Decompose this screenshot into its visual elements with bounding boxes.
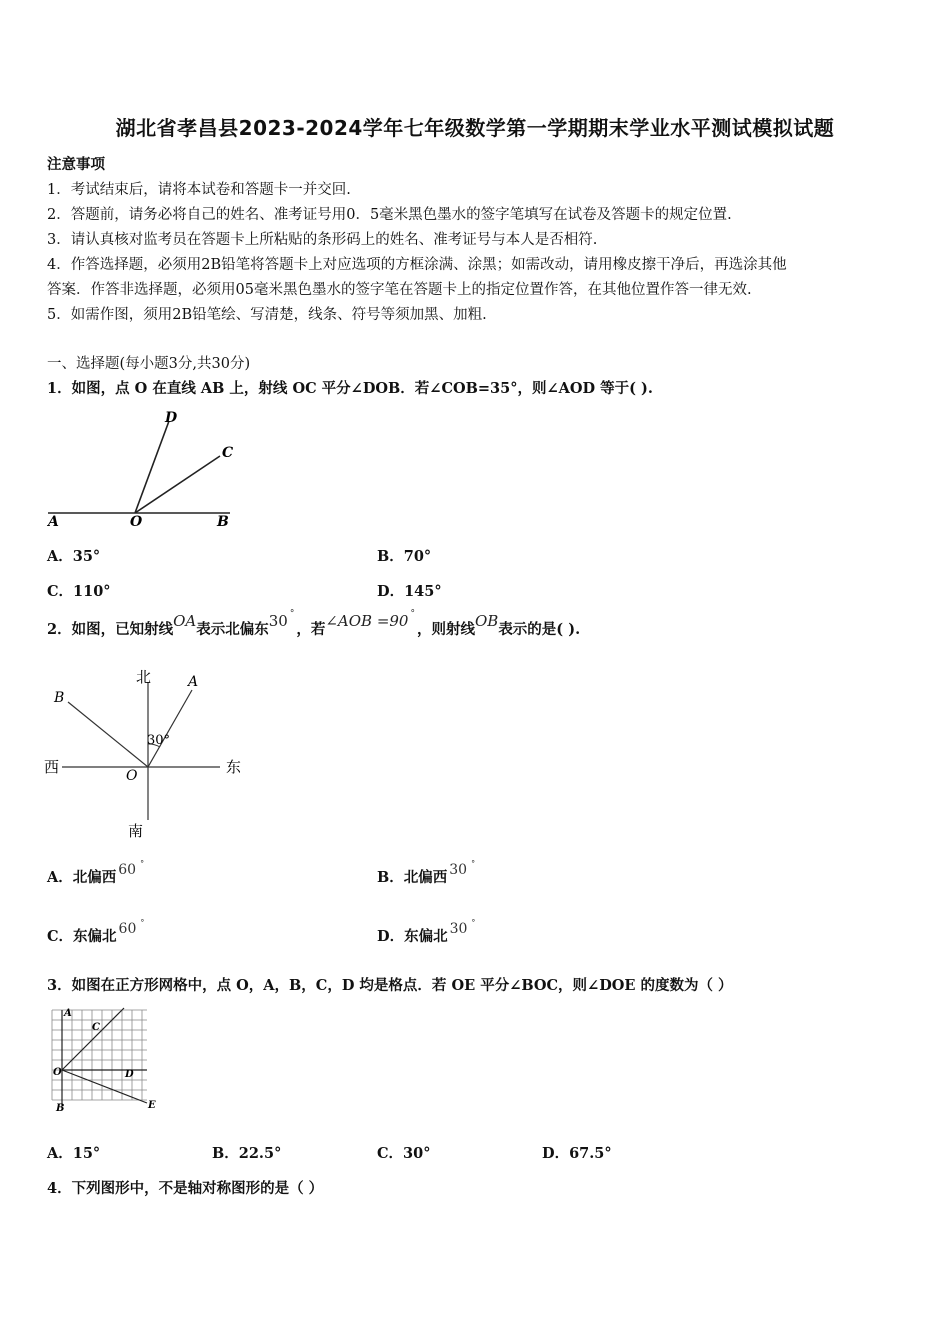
q2-text-2: 表示北偏东 [196,621,269,638]
q2-option-b-degree: ° [471,859,476,868]
q3-option-d: D．67.5° [542,1145,612,1162]
q2-option-c [47,918,146,946]
q2-option-a [47,859,146,887]
notice-item-5: 5．如需作图，须用2B铅笔绘、写清楚，线条、符号等须加黑、加粗. [47,307,487,323]
q2-math-oa: OA [173,612,197,630]
ray-oe [62,1070,147,1103]
q2-text-4: ，则射线 [416,621,475,638]
q1-figure [40,402,250,532]
q2-option-a-degree: ° [140,859,145,868]
label-a: A [64,1008,72,1019]
q1-option-a: A．35° [47,548,101,565]
label-c: C [92,1022,100,1033]
q3-option-a: A．15° [47,1145,101,1162]
q3-option-b: B．22.5° [212,1145,282,1162]
notice-item-1: 1．考试结束后，请将本试卷和答题卡一并交回. [47,182,351,198]
ray-ob [68,702,148,767]
q2-text-5: 表示的是( ). [498,621,581,638]
label-e: E [148,1100,156,1111]
q2-option-a-value: 60 [118,862,137,878]
ray-od [135,421,169,513]
q2-degree-1: ° [289,609,295,619]
label-b: B [217,514,229,530]
q3-figure [44,1004,164,1116]
notice-item-4: 4．作答选择题，必须用2B铅笔将答题卡上对应选项的方框涂满、涂黑；如需改动，请用橡皮擦干净后，再选涂其他 [47,257,787,273]
label-b: B [56,1103,65,1114]
notice-heading: 注意事项 [47,156,105,173]
q2-option-d [377,918,477,946]
q2-figure [40,662,255,844]
q2-option-b [377,859,477,887]
q2-math-ob: OB [474,612,499,630]
q1-option-c: C．110° [47,583,111,600]
q2-option-d-degree: ° [471,918,476,927]
label-b: B [54,690,65,706]
label-west: 西 [44,758,60,776]
label-angle: 30° [147,733,171,748]
label-o: O [53,1067,62,1078]
section-heading: 一、选择题(每小题3分,共30分) [47,356,251,372]
q2-math-30: 30 [268,612,288,630]
q2-math-aob: ∠AOB =90 [325,612,409,630]
q3-option-c: C．30° [377,1145,431,1162]
q2-text-1: 2．如图，已知射线 [47,621,174,638]
q1-option-d: D．145° [377,583,442,600]
ray-oa [148,690,192,767]
q2-degree-2: ° [410,609,415,619]
label-d: D [125,1069,134,1080]
notice-item-4-cont: 答案．作答非选择题，必须用05毫米黑色墨水的签字笔在答题卡上的指定位置作答，在其他位置作答一律无效. [47,282,752,298]
label-a: A [48,514,59,530]
label-a: A [188,674,199,690]
label-d: D [165,410,178,426]
label-south: 南 [128,822,144,840]
q2-text-3: ，若 [296,621,326,638]
ray-oc [135,456,220,513]
q2-option-b-label: B．北偏西 [377,869,448,886]
q1-stem: 1．如图，点 O 在直线 AB 上，射线 OC 平分∠DOB．若∠COB=35°，则∠AOD 等于( ). [47,380,653,397]
label-east: 东 [226,758,242,776]
label-o: O [130,514,143,530]
q2-option-b-value: 30 [449,862,468,878]
q2-option-d-value: 30 [449,921,468,937]
label-o: O [126,768,138,784]
q1-option-b: B．70° [377,548,432,565]
q3-stem: 3．如图在正方形网格中，点 O，A，B，C，D 均是格点．若 OE 平分∠BOC，则∠DOE 的度数为（ ） [47,977,733,994]
notice-item-2: 2．答题前，请务必将自己的姓名、准考证号用0．5毫米黑色墨水的签字笔填写在试卷及答题卡的规定位置. [47,207,732,223]
q2-option-c-value: 60 [118,921,137,937]
notice-item-3: 3．请认真核对监考员在答题卡上所粘贴的条形码上的姓名、准考证号与本人是否相符. [47,232,598,248]
q2-option-c-label: C．东偏北 [47,928,117,945]
label-c: C [222,445,234,461]
q2-option-a-label: A．北偏西 [47,869,117,886]
label-north: 北 [136,668,152,686]
q2-option-c-degree: ° [140,918,145,927]
q2-option-d-label: D．东偏北 [377,928,448,945]
q4-stem: 4．下列图形中，不是轴对称图形的是（ ） [47,1180,324,1197]
page-title: 湖北省孝昌县2023-2024学年七年级数学第一学期期末学业水平测试模拟试题 [115,116,835,140]
q2-stem [47,609,581,639]
